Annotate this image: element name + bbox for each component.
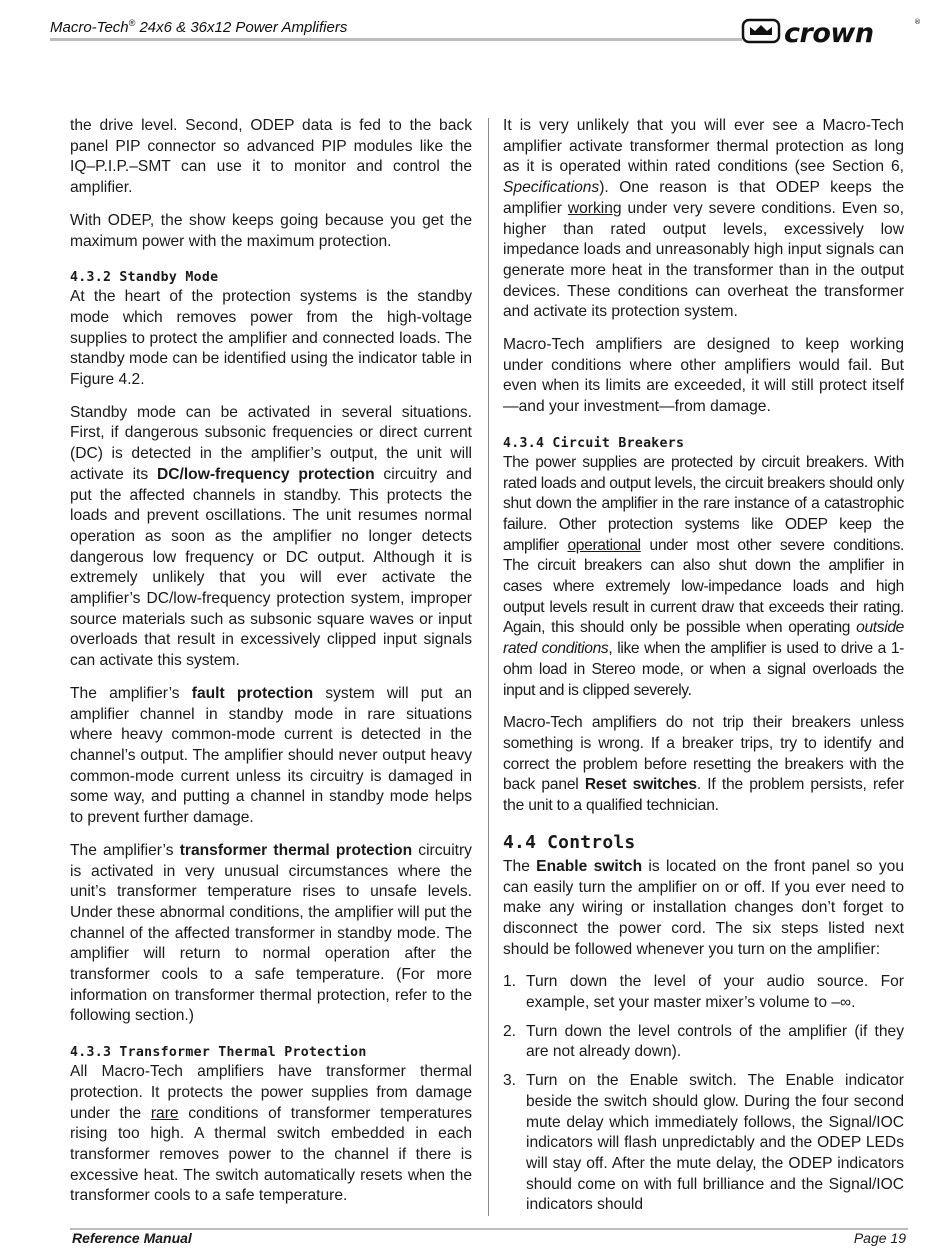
right-column	[503, 116, 904, 1224]
step-text: Turn on the Enable switch. The Enable indicator beside the switch should glow. During the four second mute delay which immediately follows, the Signal/IOC indicators will flash unpredictably and the ODEP LEDs will stay off. After the mute delay, the ODEP indicators should come on with full brilliance and the Signal/IOC indicators should	[526, 1072, 904, 1214]
page-number: Page 19	[853, 1230, 906, 1246]
logo-wordmark: crown	[784, 18, 874, 49]
header-rule	[50, 38, 742, 41]
left-para-6: The amplifier’s transformer thermal protection circuitry is activated in very unusual circumstances where the unit’s transformer temperature rises to unsafe levels. Under these abnormal conditions, the amplifier will put the channel of the affected transformer in standby mode. The amplifier will return to normal operation after the transformer cools to a safe temperature. (For more information on transformer thermal protection, refer to the following section.)	[70, 841, 472, 1025]
heading-transformer-thermal: 4.3.3 Transformer Thermal Protection	[70, 1045, 367, 1061]
right-para-5: The Enable switch is located on the front panel so you can easily turn the amplifier on or off. If you ever need to make any wiring or installation changes don’t forget to disconnect the power cord. The six steps listed next should be followed whenever you turn on the amplifier:	[503, 857, 904, 958]
step-number: 2.	[503, 1022, 517, 1040]
registered-mark: ®	[128, 18, 136, 28]
underlined-operational: operational	[567, 536, 641, 554]
underlined-working: working	[567, 199, 622, 217]
right-para-3: The power supplies are protected by circuit breakers. With rated loads and output levels, the circuit breakers should only shut down the amplifier in the rare instance of a catastrophic failure. Other protection systems like ODEP keep the amplifier operational under most other severe conditions. The circuit breakers can also shut down the amplifier in cases where extremely low-impedance loads and high output levels result in current draw that exceeds their rating. Again, this should only be possible when operating outside rated conditions, like when the amplifier is used to drive a 1-ohm load in Stereo mode, or when a signal overloads the input and is clipped severely.	[503, 453, 905, 699]
crown-emblem-icon	[743, 20, 779, 42]
right-para-4: Macro-Tech amplifiers do not trip their breakers unless something is wrong. If a breaker trips, try to identify and correct the problem before resetting the breakers with the back panel Reset switches. If the problem persists, refer the unit to a qualified technician.	[503, 714, 905, 815]
step-item	[503, 1071, 904, 1216]
crown-logo	[742, 16, 921, 49]
right-para-1: It is very unlikely that you will ever see a Macro-Tech amplifier activate transformer thermal protection as long as it is operated within rated conditions (see Section 6, Specifications). One reason is that ODEP keeps the amplifier working under very severe conditions. Even so, higher than rated output levels, excessively low impedance loads and unreasonably high input signals can generate more heat in the transformer than in the output devices. These conditions can overheat the transformer and activate its protection system.	[503, 117, 904, 321]
left-para-3: At the heart of the protection systems is the standby mode which removes power from the high-voltage supplies to protect the amplifier and connected loads. The standby mode can be identified using the indicator table in Figure 4.2.	[70, 288, 472, 389]
header-title-prefix: Macro-Tech	[50, 19, 129, 36]
svg-text:®: ®	[914, 18, 921, 26]
left-para-1: the drive level. Second, ODEP data is fed to the back panel PIP connector so advanced PIP modules like the IQ–P.I.P.–SMT can use it to monitor and control the amplifier.	[70, 117, 472, 197]
left-para-7: All Macro-Tech amplifiers have transformer thermal protection. It protects the power supplies from damage under the rare conditions of transformer temperatures rising too high. A thermal switch embedded in each transformer removes power to the channel if there is excessive heat. The switch automatically resets when the transformer cools to a safe temperature.	[70, 1063, 472, 1205]
underlined-rare: rare	[150, 1104, 179, 1122]
step-text: Turn down the level controls of the amplifier (if they are not already down).	[526, 1022, 904, 1061]
left-para-5: The amplifier’s fault protection system will put an amplifier channel in standby mode in rare situations where heavy common-mode current is detected in the channel’s output. The amplifier should never output heavy common-mode current unless its circuitry is damaged in some way, and putting a channel in standby mode helps to prevent further damage.	[70, 684, 472, 827]
footer-manual-title: Reference Manual	[72, 1230, 192, 1246]
header-title-suffix: 24x6 & 36x12 Power Amplifiers	[135, 19, 348, 36]
left-para-2: With ODEP, the show keeps going because you get the maximum power with the maximum protection.	[70, 211, 472, 250]
step-text: Turn down the level of your audio source. For example, set your master mixer’s volume to –∞.	[526, 973, 904, 1012]
ref-specifications: Specifications	[503, 179, 600, 197]
phrase-outside-rated: outside rated conditions	[503, 619, 904, 658]
term-fault-protection: fault protection	[191, 684, 314, 702]
step-number: 3.	[503, 1072, 517, 1090]
footer-rule	[70, 1228, 908, 1230]
heading-standby-mode: 4.3.2 Standby Mode	[70, 270, 219, 286]
heading-circuit-breakers: 4.3.4 Circuit Breakers	[503, 435, 685, 451]
step-item	[503, 1022, 904, 1063]
step-number: 1.	[503, 973, 517, 991]
left-para-4: Standby mode can be activated in several situations. First, if dangerous subsonic frequencies or direct current (DC) is detected in the amplifier’s output, the unit will activate its DC/low-frequency protection circuitry and put the affected channels in standby. This protects the loads and prevent oscillations. The unit resumes normal operation as soon as the amplifier no longer detects dangerous low frequency or DC output. Although it is extremely unlikely that you will ever activate the amplifier’s DC/low-frequency protection system, improper source materials such as subsonic square waves or input overloads that result in excessively clipped input signals can activate this system.	[70, 403, 472, 670]
header-title	[50, 18, 347, 36]
right-para-2: Macro-Tech amplifiers are designed to keep working under conditions where other amplifiers would fail. But even when its limits are exceeded, it will still protect itself—and your investment—from damage.	[503, 336, 904, 416]
startup-steps	[503, 972, 904, 1216]
page-header	[50, 16, 921, 49]
term-reset-switches: Reset switches	[584, 776, 697, 794]
left-column	[70, 116, 472, 1219]
heading-controls: 4.4 Controls	[503, 831, 636, 853]
term-thermal-protection: transformer thermal protection	[179, 841, 413, 859]
step-item	[503, 972, 904, 1013]
column-divider	[488, 118, 489, 1216]
term-enable-switch: Enable switch	[536, 857, 643, 875]
term-dc-protection: DC/low-frequency protection	[156, 465, 375, 483]
